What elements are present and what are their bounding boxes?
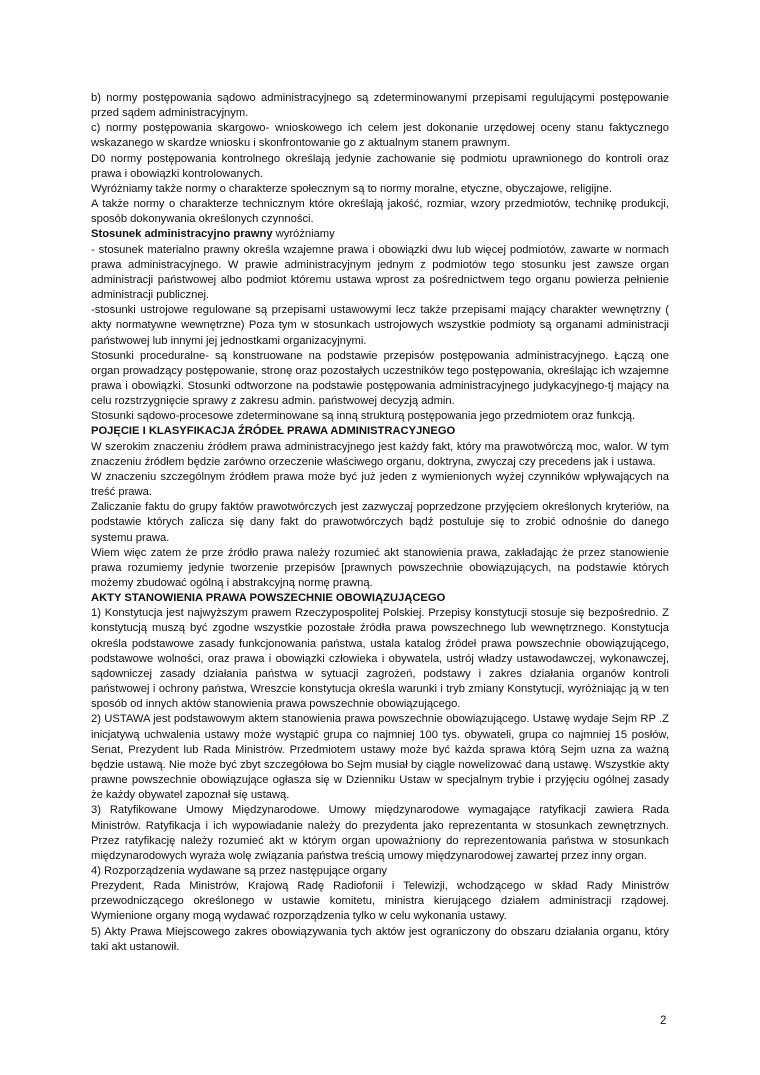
paragraph: 2) USTAWA jest podstawowym aktem stanowienia prawa powszechnie obowiązującego. Ustawę wydaje Sejm RP .Z inicjatywą uchwalenia ustawy może wystąpić grupa co najmniej 100 tys. obywateli, grupa co najmniej 15 posłów, Senat, Prezydent lub Rada Ministrów. Przedmiotem ustawy może być każda sprawa którą Sejm uzna za ważną będzie ustawą. Nie może być zbyt szczegółowa bo Sejm musiał by ciągle nowelizować daną ustawę. Wszystkie akty prawne powszechnie obowiązujące ogłasza się w Dzienniku Ustaw w specjalnym trybie i przyjęciu ogólnej zasady że każdy obywatel zapoznał się ustawą. <box>91 713 669 802</box>
paragraph: c) normy postępowania skargowo- wnioskowego ich celem jest dokonanie urzędowej oceny stanu faktycznego wskazanego w skardze wniosku i skonfrontowanie go z aktualnym stanem prawnym. <box>91 122 669 150</box>
paragraph: 3) Ratyfikowane Umowy Międzynarodowe. Umowy międzynarodowe wymagające ratyfikacji zawiera Rada Ministrów. Ratyfikacja i ich wypowiadanie należy do prezydenta jako reprezentanta w stosunkach zewnętrznych. Przez ratyfikację należy rozumieć akt w którym organ upoważniony do reprezentowania państwa w stosunkach międzynarodowych wyraża wolę związania państwa treścią umowy międzynarodowej zawartej przez inny organ. <box>91 804 669 862</box>
section-heading-stosunek <box>91 227 669 242</box>
paragraph: - stosunek materialno prawny określa wzajemne prawa i obowiązki dwu lub więcej podmiotów, zawarte w normach prawa administracyjnego. W prawie administracyjnym jednym z podmiotów tego stosunku jest zawsze organ administracji państwowej albo podmiot któremu ustawa wprost za pośrednictwem tego organu powierza pełnienie administracji publicznej. <box>91 243 669 302</box>
paragraph: Wiem więc zatem że prze źródło prawa należy rozumieć akt stanowienia prawa, zakładając że przez stanowienie prawa rozumiemy jedynie tworzenie przepisów [prawnych powszechnie obowiązujących, na podstawie których możemy zbudować ogólną i abstrakcyjną normę prawną. <box>91 546 669 589</box>
section-heading-zrodla: POJĘCIE I KLASYFIKACJA ŹRÓDEŁ PRAWA ADMINISTRACYJNEGO <box>91 425 456 438</box>
paragraph: 4) Rozporządzenia wydawane są przez następujące organy <box>91 864 388 877</box>
section-heading-akty: AKTY STANOWIENIA PRAWA POWSZECHNIE OBOWIĄZUJĄCEGO <box>91 592 446 605</box>
heading-bold-text: Stosunek administracyjno prawny <box>91 228 273 241</box>
paragraph: Prezydent, Rada Ministrów, Krajową Radę Radiofonii i Telewizji, wchodzącego w skład Rady Ministrów przewodniczącego określonego w ustawie komitetu, ministra kierującego działem administracji rządowej. Wymienione organy mogą wydawać rozporządzenia tylko w celu wykonania ustawy. <box>91 880 669 923</box>
heading-suffix: wyróżniamy <box>272 228 335 241</box>
paragraph: A także normy o charakterze technicznym które określają jakość, rozmiar, wzory przedmiotów, technikę produkcji, sposób dokonywania określonych czynności. <box>91 198 669 226</box>
document-page <box>91 91 669 955</box>
page-number: 2 <box>660 1015 667 1027</box>
paragraph: Stosunki sądowo-procesowe zdeterminowane są inną strukturą postępowania jego przedmiotem oraz funkcją. <box>91 410 636 423</box>
paragraph: Stosunki proceduralne- są konstruowane na podstawie przepisów postępowania administracyjnego. Łączą one organ prowadzący postępowanie, stronę oraz pozostałych uczestników tego postępowania, określając ich wzajemne prawa i obowiązki. Stosunki odtworzone na podstawie postępowania administracyjnego judykacyjnego-tj mający na celu rozstrzygnięcie sprawy z zakresu admin. państwowej decyzją admin. <box>91 349 669 408</box>
paragraph: b) normy postępowania sądowo administracyjnego są zdeterminowanymi przepisami regulującymi postępowanie przed sądem administracyjnym. <box>91 92 669 120</box>
paragraph: Zaliczanie faktu do grupy faktów prawotwórczych jest zazwyczaj poprzedzone przyjęciem określonych kryteriów, na podstawie których zalicza się dany fakt do prawotwórczych bądź postuluje się to zrobić odnośnie do danego systemu prawa. <box>91 501 669 544</box>
paragraph: W znaczeniu szczególnym źródłem prawa może być już jeden z wymienionych wyżej czynników wpływających na treść prawa. <box>91 470 669 499</box>
paragraph: -stosunki ustrojowe regulowane są przepisami ustawowymi lecz także przepisami mający charakter wewnętrzny ( akty normatywne wewnętrzne) Poza tym w stosunkach ustrojowych wszystkie podmioty są organami administracji państwowej lub innymi jej jednostkami organizacyjnymi. <box>91 304 669 347</box>
paragraph: W szerokim znaczeniu źródłem prawa administracyjnego jest każdy fakt, który ma prawotwórczą moc, walor. W tym znaczeniu źródłem będzie zarówno orzeczenie właściwego organu, doktryna, zwyczaj czy precedens jak i ustawa. <box>91 440 669 468</box>
paragraph: Wyróżniamy także normy o charakterze społecznym są to normy moralne, etyczne, obyczajowe, religijne. <box>91 182 612 195</box>
paragraph: 5) Akty Prawa Miejscowego zakres obowiązywania tych aktów jest ograniczony do obszaru działania organu, który taki akt ustanowił. <box>91 925 669 953</box>
paragraph: 1) Konstytucja jest najwyższym prawem Rzeczypospolitej Polskiej. Przepisy konstytucji stosuje się bezpośrednio. Z konstytucją muszą być zgodne wszystkie pozostałe źródła prawa powszechnego lub wewnętrznego. Konstytucja określa podstawowe zasady funkcjonowania państwa, ustala katalog źródeł prawa powszechnie obowiązującego, podstawowe wolności, oraz prawa i obowiązki człowieka i obywatela, ustrój władzy ustawodawczej, wykonawczej, sądowniczej zasady działania państwa w sytuacji zagrożeń, podstawy i zakres działania organów kontroli państwowej i ochrony państwa, Wreszcie konstytucja określa warunki i tryb zmiany Konstytucji, wyróżniając ją w ten sposób od innych aktów stanowienia prawa powszechnie obowiązującego. <box>91 607 669 711</box>
paragraph: D0 normy postępowania kontrolnego określają jedynie zachowanie się podmiotu uprawnionego do kontroli oraz prawa i obowiązki kontrolowanych. <box>91 152 669 180</box>
